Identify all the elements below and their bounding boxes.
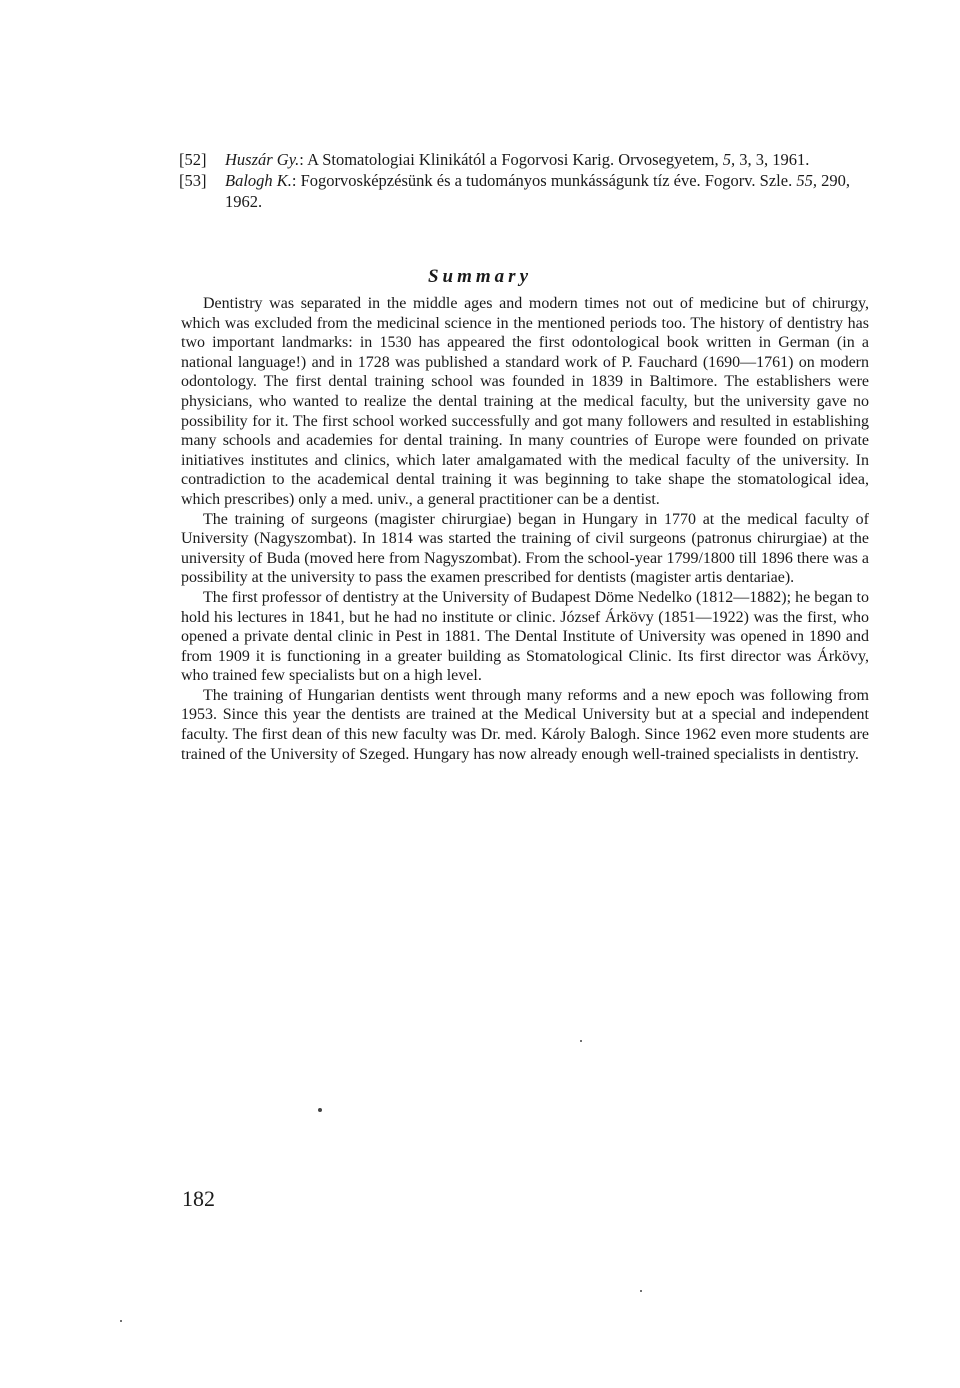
summary-paragraph: The training of surgeons (magister chirurgiae) began in Hungary in 1770 at the medical faculty of University (Nagyszombat). In 1814 was started the training of civil surgeons (patronus chirurgiae) at the university of Buda (moved here from Nagyszombat). From the school-year 1799/1800 till 1896 there was a possibility at the university to pass the examen prescribed for dentists (magister artis dentariae). (181, 510, 869, 587)
reference-list (179, 149, 869, 212)
reference-volume: 5, (722, 150, 736, 169)
reference-item (179, 149, 869, 170)
reference-author: Huszár Gy. (225, 150, 300, 169)
summary-paragraph: Dentistry was separated in the middle ages and modern times not out of medicine but of chirurgy, which was excluded from the medicinal science in the mentioned periods too. The history of dentistry has two important landmarks: in 1530 has appeared the first odontological book written in German (in a national language!) and in 1728 was published a standard work of P. Fauchard (1690—1761) on modern odontology. The first dental training school was founded in 1839 in Baltimore. The establishers were physicians, who wanted to realize the dental training at the medical faculty, but the university gave no possibility for it. The first school worked successfully and got many followers and resulted in establishing many schools and academies for dental training. In many countries of Europe were founded on private initiatives institutes and clinics, which later amalgamated with the medical faculty of the university. In contradiction to the academical dental training it was beginning to take shape the stomatological idea, which prescribes) only a med. univ., a general practitioner can be a dentist. (181, 295, 869, 508)
page-number: 182 (182, 1186, 215, 1211)
summary-body (181, 294, 869, 764)
reference-volume: 55, (796, 171, 817, 190)
scan-speck (580, 1040, 582, 1042)
reference-text: : A Stomatologiai Klinikától a Fogorvosi Karig. Orvosegyetem, (299, 150, 719, 169)
scan-speck (120, 1320, 122, 1322)
reference-number: [53] (179, 171, 207, 190)
summary-heading: Summary (427, 266, 533, 287)
summary-paragraph: The first professor of dentistry at the University of Budapest Döme Nedelko (1812—1882); he began to hold his lectures in 1841, but he had no institute or clinic. József Árkövy (1851—1922) was the first, who opened a private dental clinic in Pest in 1881. The Dental Institute of University was opened in 1890 and from 1909 it is functioning in a greater building as Stomatological Clinic. Its first director was Árkövy, who trained few specialists but on a high level. (181, 588, 869, 685)
reference-details: 3, 3, 1961. (739, 150, 810, 169)
summary-paragraph: The training of Hungarian dentists went through many reforms and a new epoch was following from 1953. Since this year the dentists are trained at the Medical University but at a special and independent faculty. The first dean of this new faculty was Dr. med. Károly Balogh. Since 1962 even more students are trained of the University of Szeged. Hungary has now already enough well-trained specialists in dentistry. (181, 686, 869, 763)
scan-speck (640, 1290, 642, 1292)
reference-item (179, 170, 869, 212)
scan-speck (318, 1108, 322, 1112)
reference-text: : Fogorvosképzésünk és a tudományos munkásságunk tíz éve. Fogorv. Szle. (291, 171, 793, 190)
reference-author: Balogh K. (225, 171, 292, 190)
reference-number: [52] (179, 150, 207, 169)
reference-details: 290, 1962. (225, 171, 850, 211)
